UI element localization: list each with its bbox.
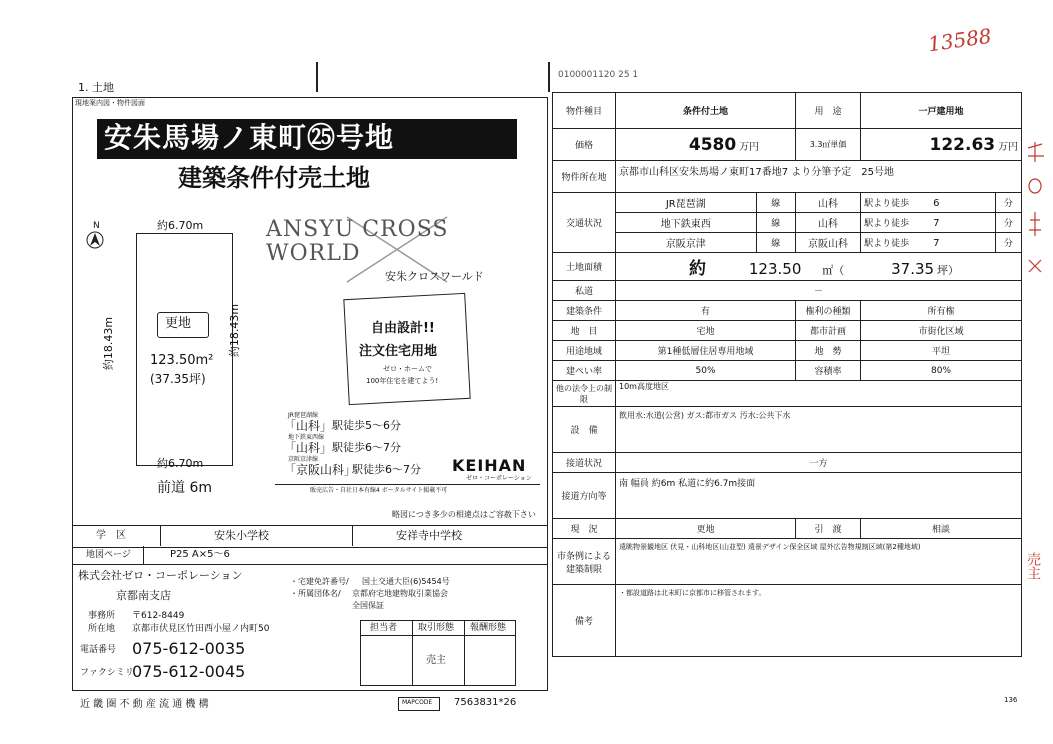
flyer-subtitle: 建築条件付売土地 xyxy=(178,164,370,192)
traffic-min-2: 7 xyxy=(933,218,940,229)
traffic-station-3: 京阪山科 xyxy=(796,233,861,253)
station-line-3: 京阪京津線 xyxy=(288,456,319,463)
lot-top-width: 約6.70m xyxy=(157,219,204,232)
station-name-1: 「山科」 xyxy=(284,419,333,433)
unit-price-unit: 万円 xyxy=(998,141,1018,153)
road-dir-value: 南 幅員 約6m 私道に約6.7m接面 xyxy=(616,473,1022,519)
delivery-label: 接道状況 xyxy=(553,453,616,473)
school-label: 学 区 xyxy=(96,530,126,541)
station-walk-3: 駅徒歩6〜7分 xyxy=(352,463,421,476)
location-value: 京都市山科区安朱馬場ノ東町17番地7 より分筆予定 25号地 xyxy=(616,161,1022,193)
bcr-value: 50% xyxy=(616,361,796,381)
promo-line-1: 自由設計!! xyxy=(371,321,435,336)
utility-value: 飲用水:水道(公営) ガス:都市ガス 汚水:公共下水 xyxy=(616,407,1022,453)
junior-high-school: 安祥寺中学校 xyxy=(396,529,462,542)
assoc-label: ・所属団体名/ xyxy=(290,589,341,598)
address-label: 所在地 xyxy=(88,624,116,634)
cond-label: 建築条件 xyxy=(553,301,616,321)
chimoku-value: 宅地 xyxy=(616,321,796,341)
area-prefix: 約 xyxy=(689,259,706,279)
traffic-station-2: 山科 xyxy=(796,213,861,233)
fax-label: ファクシミリ xyxy=(80,668,134,678)
price-unit: 万円 xyxy=(739,141,760,153)
zone-value: 第1種低層住居専用地域 xyxy=(616,341,796,361)
terrain-value: 平坦 xyxy=(861,341,1022,361)
stamp-vline-2 xyxy=(464,620,465,686)
traffic-walk-3: 駅より徒歩 xyxy=(864,239,910,249)
area-tsubo: 37.35 xyxy=(891,260,935,278)
lot-area-m2: 123.50m² xyxy=(150,353,214,368)
traffic-walk-1: 駅より徒歩 xyxy=(864,199,910,209)
area-tsubo-unit: 坪） xyxy=(936,264,959,277)
handover-value: 相談 xyxy=(861,519,1022,539)
lot-outline xyxy=(136,233,233,466)
lot-area-tsubo: (37.35坪) xyxy=(150,372,206,386)
station-line-2: 地下鉄東西線 xyxy=(288,434,325,441)
traffic-sen-2: 線 xyxy=(756,213,795,233)
station-walk-1: 駅徒歩5〜6分 xyxy=(332,419,401,432)
traffic-line-3: 京阪京津 xyxy=(616,233,757,253)
price-label: 価格 xyxy=(553,129,616,161)
front-road: 前道 6m xyxy=(157,480,212,496)
lot-left-depth: 約18.43m xyxy=(102,316,116,371)
assoc-line-1: 京都府宅地建物取引業協会 xyxy=(352,589,448,598)
remarks-label: 備考 xyxy=(553,585,616,657)
north-arrow-icon xyxy=(86,231,104,249)
mapcode-label: MAPCODE xyxy=(402,699,433,706)
cond-value: 有 xyxy=(616,301,796,321)
stamp-header-3: 報酬形態 xyxy=(470,623,507,633)
use-label: 用 途 xyxy=(796,93,861,129)
keihan-sub: ゼロ・コーポレーション xyxy=(466,475,532,482)
remarks-value: ・都設道路は北未町に京都市に移管されます。 xyxy=(616,585,1022,657)
delivery-value: 一方 xyxy=(616,453,1022,473)
traffic-station-1: 山科 xyxy=(796,193,861,213)
location-label: 物件所在地 xyxy=(553,161,616,193)
lot-status: 更地 xyxy=(165,316,192,331)
page-number: 136 xyxy=(1004,696,1018,704)
banner-title: 安朱馬場ノ東町㉕号地 xyxy=(104,121,395,154)
terrain-label: 地 勢 xyxy=(796,341,861,361)
footer-org: 近 畿 圏 不 動 産 流 通 機 構 xyxy=(80,699,209,710)
section-heading: 1. 土地 xyxy=(78,81,114,94)
stamp-header-2: 取引形態 xyxy=(418,623,455,633)
station-name-3: 「京阪山科」 xyxy=(284,463,357,477)
right-type-label: 権利の種類 xyxy=(796,301,861,321)
lot-right-depth: 約18.43m xyxy=(228,303,242,358)
logo-jp: 安朱クロスワールド xyxy=(385,270,484,283)
traffic-unit-1: 分 xyxy=(995,193,1021,213)
handover-label: 引 渡 xyxy=(796,519,861,539)
mapcode-value: 7563831*26 xyxy=(454,697,517,708)
price-value: 4580 xyxy=(688,134,737,155)
top-divider-right xyxy=(548,62,550,92)
address: 京都市伏見区竹田西小屋ノ内町50 xyxy=(132,624,270,634)
current-value: 更地 xyxy=(616,519,796,539)
north-label: N xyxy=(93,221,100,231)
traffic-min-1: 6 xyxy=(933,198,940,209)
unit-price-value: 122.63 xyxy=(929,134,996,155)
top-divider-left xyxy=(316,62,318,92)
handwritten-number: 13588 xyxy=(926,23,993,57)
keihan-logo: KEIHAN xyxy=(452,456,527,475)
station-line-1: JR琵琶湖線 xyxy=(288,412,318,419)
traffic-unit-3: 分 xyxy=(995,233,1021,253)
spec-table xyxy=(552,92,1022,657)
traffic-label: 交通状況 xyxy=(553,193,616,253)
lot-bottom-width: 約6.70m xyxy=(157,457,204,470)
road-dir-label: 接道方向等 xyxy=(553,473,616,519)
private-road-value: － xyxy=(616,281,1022,301)
utility-label: 設 備 xyxy=(553,407,616,453)
map-caption: 現地案内図・物件図面 xyxy=(75,99,145,107)
other-law-label: 他の法令上の制限 xyxy=(553,381,616,407)
traffic-walk-2: 駅より徒歩 xyxy=(864,219,910,229)
office-zip: 〒612-8449 xyxy=(132,611,185,621)
school-divider-2 xyxy=(352,525,353,546)
city-plan-label: 都市計画 xyxy=(796,321,861,341)
traffic-sen-3: 線 xyxy=(756,233,795,253)
fax-number: 075-612-0045 xyxy=(132,662,246,681)
company-name: 株式会社ゼロ・コーポレーション xyxy=(78,569,243,582)
ordinance-value: 遠眺物景観地区 伏見・山科地区(山並型) 遠景デザイン保全区域 屋外広告物規制区域(第2種地域) xyxy=(616,539,1022,585)
traffic-line-1: JR琵琶湖 xyxy=(616,193,757,213)
top-code: 0100001120 25 1 xyxy=(558,70,639,80)
promo-small-2: 100年住宅を建てよう! xyxy=(366,377,439,385)
promo-line-2: 注文住宅用地 xyxy=(359,344,438,359)
disclaimer: 略図につき多少の相違点はご容赦下さい xyxy=(392,510,536,519)
bcr-label: 建ぺい率 xyxy=(553,361,616,381)
school-divider-1 xyxy=(160,525,161,546)
map-page-divider xyxy=(143,546,144,564)
flyer-footer: 販売広告・自社日本有線4 ボータルサイト掲載不可 xyxy=(310,487,448,494)
city-plan-value: 市街化区域 xyxy=(861,321,1022,341)
tel-number: 075-612-0035 xyxy=(132,639,246,658)
branch-name: 京都南支店 xyxy=(116,589,171,602)
zone-label: 用途地域 xyxy=(553,341,616,361)
right-type-value: 所有権 xyxy=(861,301,1022,321)
current-label: 現 況 xyxy=(553,519,616,539)
handwritten-note: 売主 xyxy=(1025,552,1041,580)
ordinance-label: 市条例による建築制限 xyxy=(553,539,616,585)
type-label: 物件種目 xyxy=(553,93,616,129)
station-name-2: 「山科」 xyxy=(284,441,333,455)
school-row xyxy=(72,525,548,548)
assoc-line-2: 全国保証 xyxy=(352,601,384,610)
far-value: 80% xyxy=(861,361,1022,381)
map-page-label: 地図ページ xyxy=(86,550,131,560)
stamp-hline xyxy=(360,635,516,636)
private-road-label: 私道 xyxy=(553,281,616,301)
traffic-min-3: 7 xyxy=(933,238,940,249)
logo-en-line: ANSYU CROSS WORLD xyxy=(266,217,449,267)
traffic-unit-2: 分 xyxy=(995,213,1021,233)
chimoku-label: 地 目 xyxy=(553,321,616,341)
office-label: 事務所 xyxy=(88,611,116,621)
license-label: ・宅建免許番号/ xyxy=(290,577,349,586)
stamp-header-1: 担当者 xyxy=(370,623,398,633)
license: 国土交通大臣(6)5454号 xyxy=(362,577,450,586)
station-walk-2: 駅徒歩6〜7分 xyxy=(332,441,401,454)
traffic-line-2: 地下鉄東西 xyxy=(616,213,757,233)
far-label: 容積率 xyxy=(796,361,861,381)
use-value: 一戸建用地 xyxy=(861,93,1022,129)
traffic-sen-1: 線 xyxy=(756,193,795,213)
area-value: 123.50 xyxy=(748,260,802,278)
type-value: 条件付土地 xyxy=(616,93,796,129)
stamp-value: 売主 xyxy=(426,655,446,666)
handwritten-marks-icon xyxy=(1024,140,1048,290)
map-page-value: P25 A×5〜6 xyxy=(170,549,230,560)
tel-label: 電話番号 xyxy=(80,645,117,655)
other-law-value: 10m高度地区 xyxy=(616,381,1022,407)
unit-price-label: 3.3㎡単価 xyxy=(796,129,861,161)
stamp-vline-1 xyxy=(412,620,413,686)
area-label: 土地面積 xyxy=(553,253,616,281)
elementary-school: 安朱小学校 xyxy=(214,529,269,542)
promo-small-1: ゼロ・ホームで xyxy=(383,365,432,373)
area-unit: ㎡（ xyxy=(822,264,845,277)
